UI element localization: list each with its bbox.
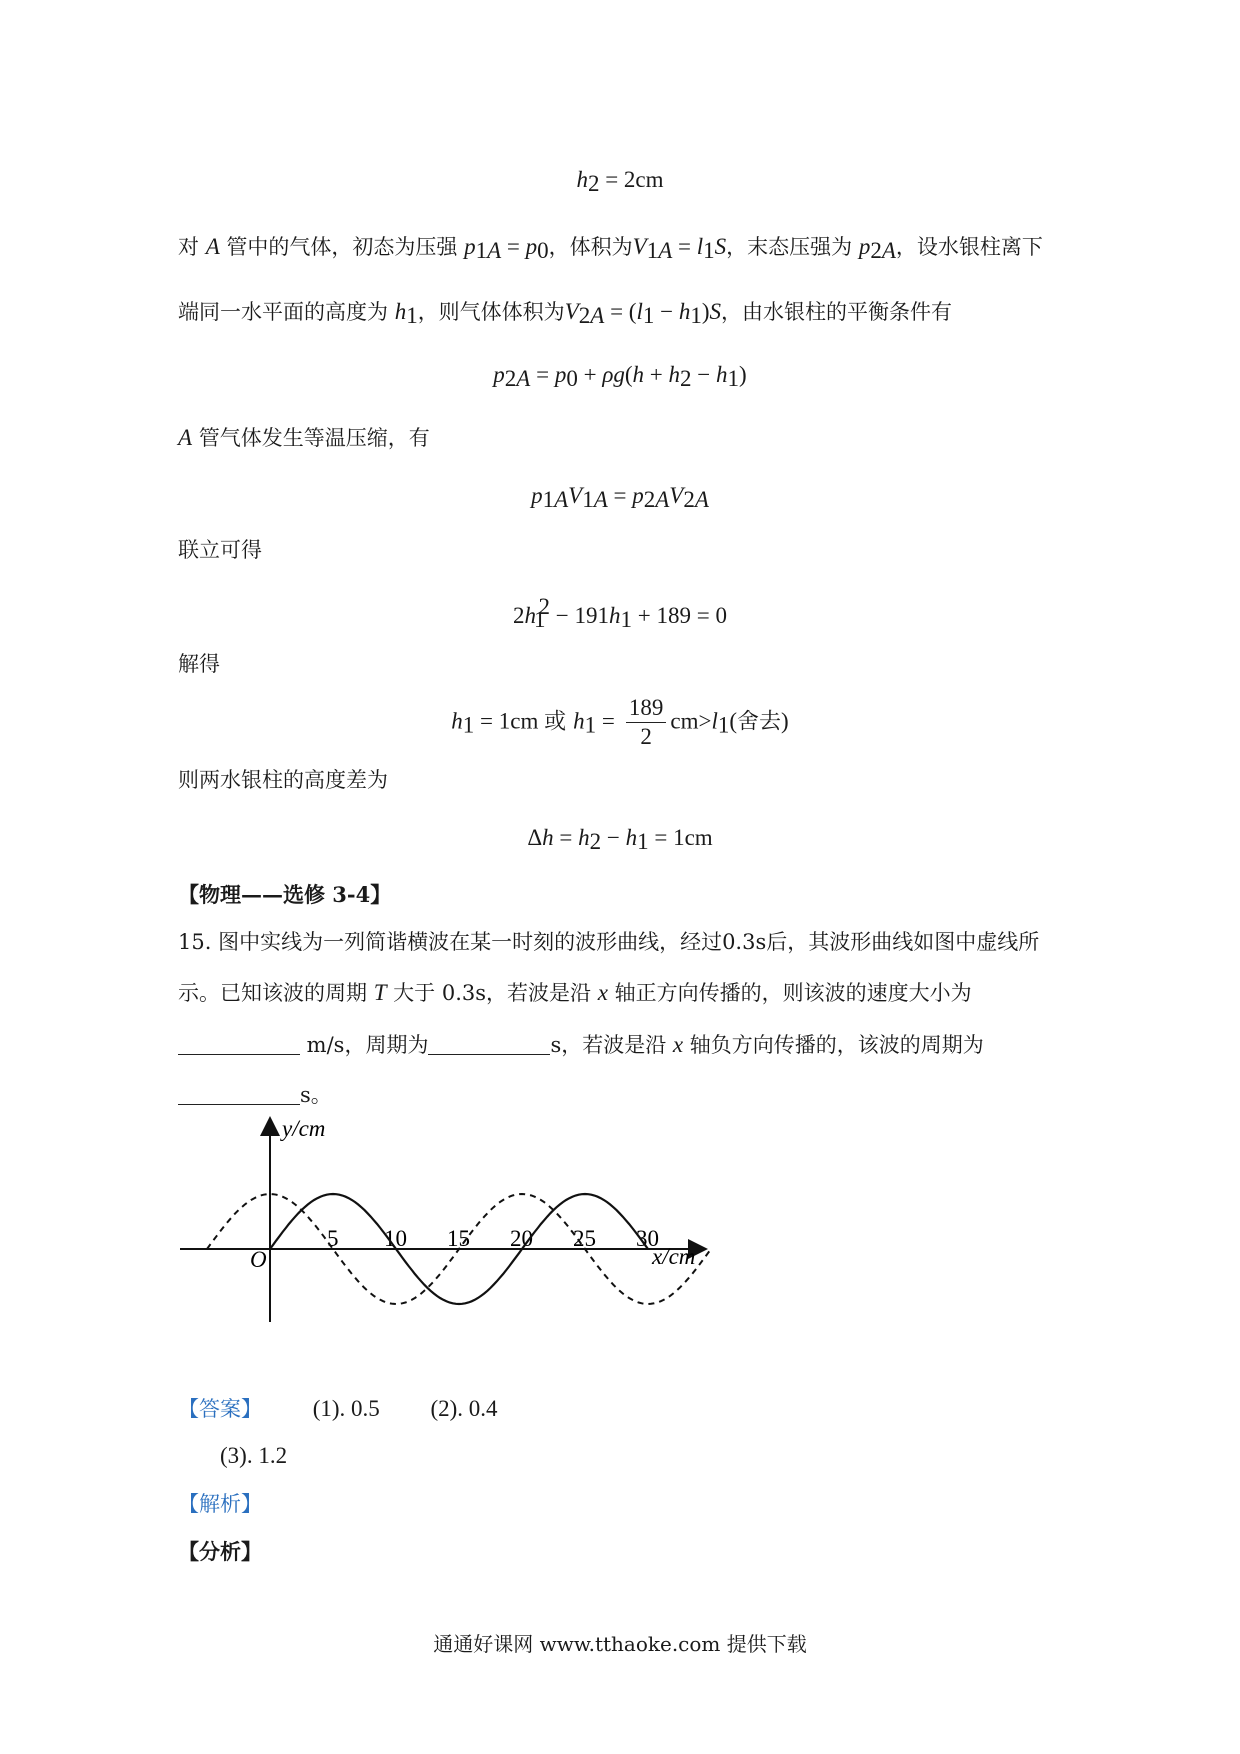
equation-h2: $h_2 = 2cm$ — [576, 167, 664, 196]
section-title: 【物理——选修 3-4】 — [178, 882, 392, 907]
equation-delta-h: $\Delta h = h_2 - h_1 = 1cm$ — [527, 825, 713, 854]
paragraph-volume: 端同一水平面的高度为 $h_1$，则气体体积为$V_{2A} = (l_1 - h_1)S$，由水银柱的平衡条件有 — [178, 299, 952, 328]
answer-tag: 【答案】 — [178, 1397, 262, 1421]
fraction: $\frac{189}{2}$ — [626, 694, 667, 751]
question-line-3: m/s，周期为 s，若波是沿 x 轴负方向传播的，该波的周期为 — [178, 1030, 984, 1060]
analysis-tag: 【解析】 — [178, 1492, 262, 1516]
origin-label: O — [250, 1247, 267, 1272]
paragraph-solve: 解得 — [178, 652, 220, 676]
x-axis-label: x/cm — [652, 1244, 696, 1269]
answer-2: (2). 0.4 — [430, 1396, 498, 1421]
paragraph-height-diff: 则两水银柱的高度差为 — [178, 768, 388, 792]
x-tick-5: 5 — [327, 1226, 339, 1251]
answer-blank-3 — [178, 1082, 300, 1105]
x-tick-30: 30 — [636, 1226, 659, 1251]
equation-quadratic: $2h_1^2 - 191h_1 + 189 = 0$ — [513, 594, 727, 632]
question-line-1: 15. 图中实线为一列简谐横波在某一时刻的波形曲线，经过0.3s后，其波形曲线如图中虚线所 — [178, 930, 1040, 954]
x-tick-25: 25 — [573, 1226, 596, 1251]
fenxi-tag: 【分析】 — [178, 1539, 262, 1564]
equation-p2a: $p_{2A} = p_0 + \rho g(h + h_2 - h_1)$ — [493, 362, 747, 391]
paragraph-combine: 联立可得 — [178, 538, 262, 562]
x-tick-10: 10 — [384, 1226, 407, 1251]
answer-blank-2 — [428, 1032, 550, 1055]
answer-line — [178, 1394, 498, 1424]
y-axis-label: y/cm — [282, 1116, 326, 1141]
equation-solution: $h_1 = 1cm$ 或 $h_1$ = $\frac{189}{2}$ $cm>l_1$(舍去) — [451, 695, 789, 749]
x-tick-15: 15 — [447, 1226, 470, 1251]
question-line-4: s。 — [178, 1080, 332, 1110]
equation-pv: $p_{1A}V_{1A} = p_{2A}V_{2A}$ — [531, 483, 709, 512]
x-tick-labels — [327, 1226, 659, 1251]
paragraph-isothermal: A 管气体发生等温压缩，有 — [178, 425, 430, 450]
paragraph-initial-state: 对 A 管中的气体，初态为压强 $p_{1A} = p_0$，体积为$V_{1A} = l_1S$，末态压强为 $p_{2A}$，设水银柱离下 — [178, 234, 1043, 263]
x-tick-20: 20 — [510, 1226, 533, 1251]
wave-chart — [170, 1112, 730, 1337]
answer-line-2 — [220, 1441, 287, 1471]
footer: 通通好课网 www.tthaoke.com 提供下载 — [433, 1632, 807, 1656]
answer-blank-1 — [178, 1032, 300, 1055]
answer-3: (3). 1.2 — [220, 1443, 288, 1468]
answer-1: (1). 0.5 — [312, 1396, 380, 1421]
question-line-2: 示。已知该波的周期 T 大于 0.3s，若波是沿 x 轴正方向传播的，则该波的速度大小为 — [178, 980, 972, 1005]
